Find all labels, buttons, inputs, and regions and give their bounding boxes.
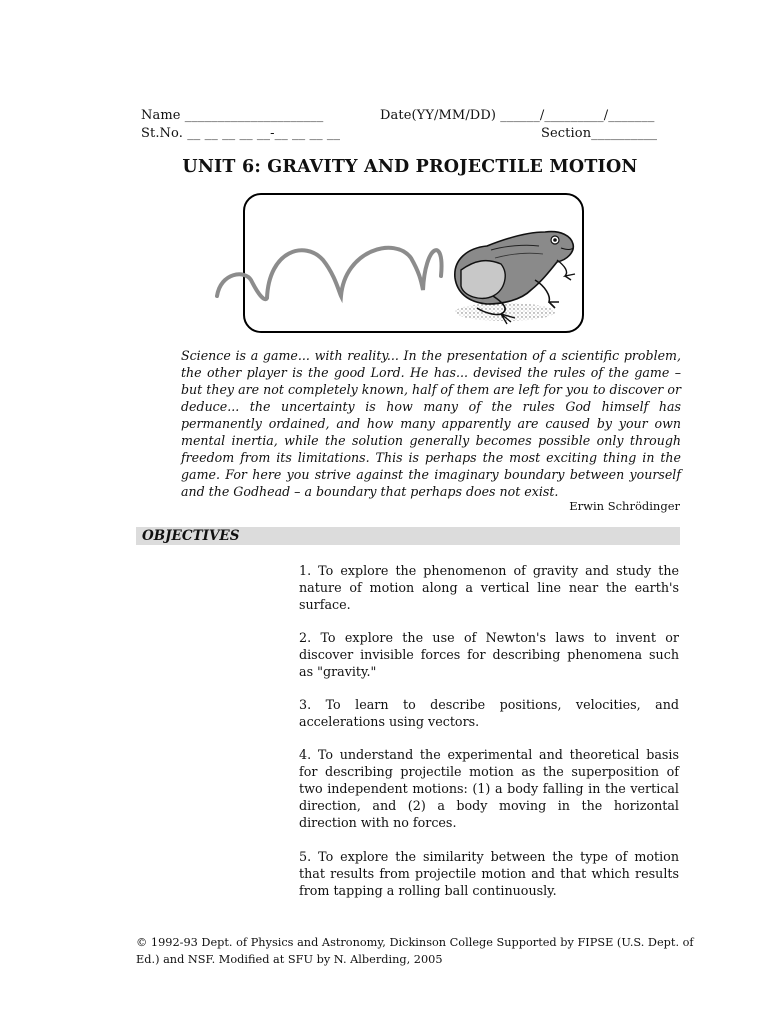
name-field-label: Name _____________________	[141, 108, 324, 123]
section-field-label: Section__________	[541, 126, 658, 141]
objective-item: 4. To understand the experimental and theoretical basis for describing projectile motion as the superposition of two independent motions: (1) a body falling in the vertical direction, and (2) a body moving in the horizontal direction with no forces.	[299, 747, 679, 830]
unit-title: UNIT 6: GRAVITY AND PROJECTILE MOTION	[182, 157, 638, 177]
objective-item: 1. To explore the phenomenon of gravity and study the nature of motion along a vertical line near the earth's surface.	[299, 563, 679, 612]
copyright-footer: © 1992-93 Dept. of Physics and Astronomy, Dickinson College Supported by FIPSE (U.S. Dept. of Ed.) and NSF. Modified at SFU by N. Alberding, 2005	[136, 936, 694, 966]
objective-item: 5. To explore the similarity between the type of motion that results from projectile motion and that which results from tapping a rolling ball continuously.	[299, 849, 679, 898]
objectives-heading: OBJECTIVES	[142, 528, 240, 544]
date-field-label: Date(YY/MM/DD) ______/_________/_______	[380, 108, 655, 123]
objective-item: 3. To learn to describe positions, velocities, and accelerations using vectors.	[299, 697, 679, 729]
frog-jump-illustration	[205, 200, 595, 335]
jump-trajectory	[217, 248, 442, 299]
student-number-label: St.No. __ __ __ __ __-__ __ __ __	[141, 126, 341, 141]
quote-author: Erwin Schrödinger	[569, 499, 680, 513]
schrodinger-quote: Science is a game... with reality... In the presentation of a scientific problem, the other player is the good Lord. He has... devised the rules of the game – but they are not completely known, half of them are left for you to discover or deduce... the uncertainty is how many of the rules God himself has permanently ordained, and how many apparently are caused by your own mental inertia, while the solution generally becomes possible only through freedom from its limitations. This is perhaps the most exciting thing in the game. For here you strive against the imaginary boundary between yourself and the Godhead – a boundary that perhaps does not exist.	[181, 348, 681, 499]
ground-shadow	[455, 303, 555, 321]
objective-item: 2. To explore the use of Newton's laws to invent or discover invisible forces for describing phenomena such as "gravity."	[299, 630, 679, 679]
